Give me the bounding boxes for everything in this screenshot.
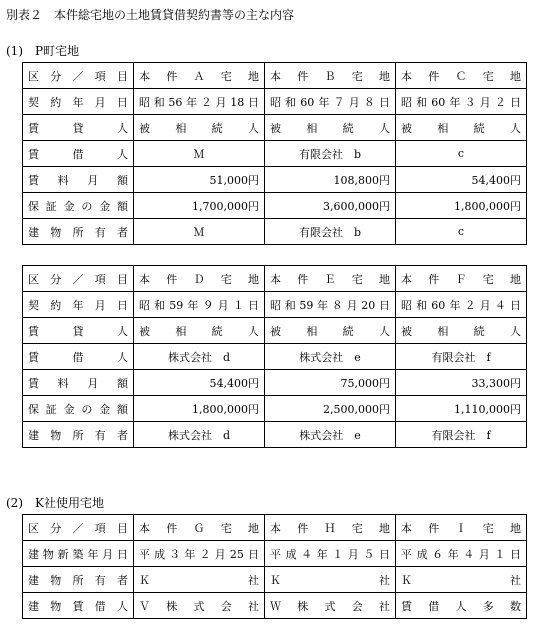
table-cell: 被相続人 xyxy=(265,318,396,344)
table-cell: Ｗ株式会社 xyxy=(265,593,396,619)
table-row xyxy=(23,193,527,219)
header-cell: 本件Ｄ宅地 xyxy=(134,266,265,292)
header-cell: 区分／項目 xyxy=(23,266,134,292)
table-cell: 株式会社 d xyxy=(134,422,265,448)
table-cell: Ｋ社 xyxy=(134,567,265,593)
table-row xyxy=(23,541,527,567)
header-cell: 本件Ｂ宅地 xyxy=(265,63,396,89)
table-cell: 108,800円 xyxy=(265,167,396,193)
row-label: 賃貸人 xyxy=(23,318,134,344)
row-label: 保証金の金額 xyxy=(23,193,134,219)
table-cell: Ｋ社 xyxy=(265,567,396,593)
table-cell: 2,500,000円 xyxy=(265,396,396,422)
table-cell: 有限会社 f xyxy=(396,344,527,370)
table-cell: 平成４年１月５日 xyxy=(265,541,396,567)
row-label: 保証金の金額 xyxy=(23,396,134,422)
header-cell: 本件Ｉ宅地 xyxy=(396,515,527,541)
table-row xyxy=(23,292,527,318)
section-heading-p-town: (1) P町宅地 xyxy=(6,44,80,58)
table-cell: 有限会社 b xyxy=(265,219,396,245)
header-cell: 区分／項目 xyxy=(23,63,134,89)
table-row xyxy=(23,344,527,370)
table-row xyxy=(23,115,527,141)
table-cell: 1,110,000円 xyxy=(396,396,527,422)
row-label: 建物新築年月日 xyxy=(23,541,134,567)
header-cell: 区分／項目 xyxy=(23,515,134,541)
table-row xyxy=(23,396,527,422)
table-cell: 株式会社 e xyxy=(265,422,396,448)
table-cell: 被相続人 xyxy=(134,318,265,344)
table-cell: 1,800,000円 xyxy=(134,396,265,422)
section-heading-k-company: (2) K社使用宅地 xyxy=(6,496,104,510)
table-cell: 昭和60年２月４日 xyxy=(396,292,527,318)
table-cell: 昭和60年７月８日 xyxy=(265,89,396,115)
table-cell: 有限会社 f xyxy=(396,422,527,448)
table-cell: 54,400円 xyxy=(396,167,527,193)
row-label: 建物所有者 xyxy=(23,567,134,593)
row-label: 契約年月日 xyxy=(23,292,134,318)
table-header-row xyxy=(23,63,527,89)
table-k-company-lots xyxy=(22,514,527,619)
table-cell: c xyxy=(396,141,527,167)
header-cell: 本件Ａ宅地 xyxy=(134,63,265,89)
row-label: 契約年月日 xyxy=(23,89,134,115)
table-cell: Ｖ株式会社 xyxy=(134,593,265,619)
table-cell: 51,000円 xyxy=(134,167,265,193)
table-cell: 33,300円 xyxy=(396,370,527,396)
table-cell: 株式会社 e xyxy=(265,344,396,370)
table-cell: 54,400円 xyxy=(134,370,265,396)
row-label: 建物所有者 xyxy=(23,422,134,448)
table-cell: 昭和59年８月20日 xyxy=(265,292,396,318)
row-label: 賃料月額 xyxy=(23,167,134,193)
table-cell: 被相続人 xyxy=(396,318,527,344)
table-cell: 75,000円 xyxy=(265,370,396,396)
table-row xyxy=(23,318,527,344)
table-cell: 平成３年２月25日 xyxy=(134,541,265,567)
table-p-town-lots xyxy=(22,62,527,245)
table-cell: Ｍ xyxy=(134,141,265,167)
table-cell: 昭和59年９月１日 xyxy=(134,292,265,318)
header-cell: 本件Ｈ宅地 xyxy=(265,515,396,541)
header-cell: 本件Ｇ宅地 xyxy=(134,515,265,541)
table-p-town-lots-2 xyxy=(22,265,527,448)
row-label: 賃料月額 xyxy=(23,370,134,396)
table-cell: 昭和56年２月18日 xyxy=(134,89,265,115)
row-label: 建物賃借人 xyxy=(23,593,134,619)
table-header-row xyxy=(23,515,527,541)
table-row xyxy=(23,219,527,245)
table-cell: 1,800,000円 xyxy=(396,193,527,219)
table-row xyxy=(23,370,527,396)
header-cell: 本件Ｅ宅地 xyxy=(265,266,396,292)
table-row xyxy=(23,567,527,593)
table-cell: 株式会社 d xyxy=(134,344,265,370)
table-cell: 平成６年４月１日 xyxy=(396,541,527,567)
table-header-row xyxy=(23,266,527,292)
table-row xyxy=(23,141,527,167)
table-cell: 1,700,000円 xyxy=(134,193,265,219)
header-cell: 本件Ｆ宅地 xyxy=(396,266,527,292)
table-cell: 3,600,000円 xyxy=(265,193,396,219)
table-cell: 昭和60年３月２日 xyxy=(396,89,527,115)
table-cell: 被相続人 xyxy=(396,115,527,141)
row-label: 賃借人 xyxy=(23,141,134,167)
table-cell: c xyxy=(396,219,527,245)
table-row xyxy=(23,89,527,115)
table-cell: 被相続人 xyxy=(134,115,265,141)
row-label: 賃借人 xyxy=(23,344,134,370)
table-cell: Ｍ xyxy=(134,219,265,245)
table-row xyxy=(23,422,527,448)
row-label: 建物所有者 xyxy=(23,219,134,245)
table-cell: Ｋ社 xyxy=(396,567,527,593)
row-label: 賃貸人 xyxy=(23,115,134,141)
header-cell: 本件Ｃ宅地 xyxy=(396,63,527,89)
table-cell: 被相続人 xyxy=(265,115,396,141)
document-title: 別表２ 本件総宅地の土地賃貸借契約書等の主な内容 xyxy=(6,8,295,22)
table-cell: 賃借人多数 xyxy=(396,593,527,619)
table-row xyxy=(23,593,527,619)
table-cell: 有限会社 b xyxy=(265,141,396,167)
table-row xyxy=(23,167,527,193)
